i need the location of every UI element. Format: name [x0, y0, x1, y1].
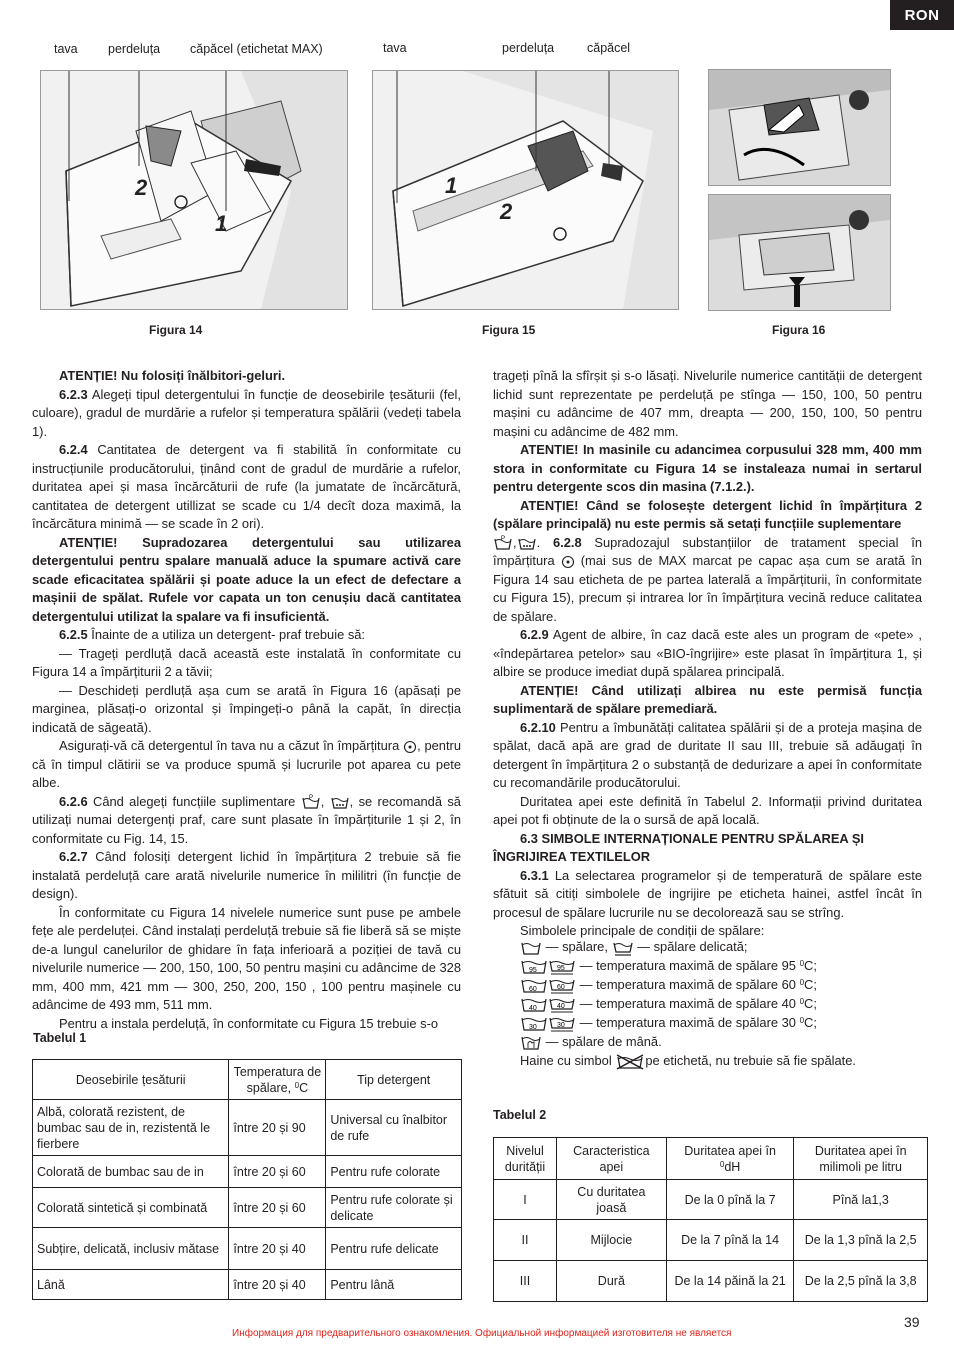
attention-bleach-gels: ATENȚIE! Nu folosiți înălbitori-geluri.	[59, 368, 286, 383]
fig15-label-tava: tava	[383, 41, 407, 55]
svg-text:60: 60	[557, 984, 565, 992]
table1-header: Tip detergent	[326, 1060, 462, 1100]
table-row: III Dură De la 14 păină la 21 De la 2,5 pînă la 3,8	[494, 1261, 928, 1302]
table1	[32, 1059, 462, 1300]
table-row: Colorată sintetică și combinată între 20 și 60 Pentru rufe colorate și delicate	[33, 1188, 462, 1228]
para-6-3-1: La selectarea programelor și de temperatură de spălare este sfătuit să citiți simbolele de ingrijire pe eticheta hainei, astfel încât în procesul de spălare lucrurile nu se decolorează sau se strîng.	[493, 867, 922, 920]
figure-15-image	[372, 70, 679, 310]
fig14-comp-1: 1	[215, 211, 228, 236]
table2-header: Caracteristica apei	[556, 1138, 666, 1180]
left-column: ATENȚIE! Nu folosiți înălbitori-geluri. 6.2.3 Alegeți tipul detergentului în funcție de deosebirile țesăturii (fel, culoare), gradul de murdărie a rufelor și temperatura spălării (vedeți tabela 1). 6.2.4 Cantitatea de detergent va fi stabilită în conformitate cu instrucțiunile producătorului, ținând cont de gradul de murdărie a rufelor, duritatea apei și masa încărcăturii de rufe (la jumatate de încărcătură, cantitatea de detergent utillizat se scade cu 1/4 decît doza maximă, la încărcătura minimă — se scade în 2 ori). ATENȚIE! Supradozarea detergentului sau utilizarea detergentului pentru spalare manuală aduce la spumare activă care scade eficacitatea spălării și poate aduce la un efect de defectare a mașinii de spălat. Rufele vor capata un ton cenușiu dacă cantitatea detergentului utilizat la spalare va fi insuficientă. 6.2.5 Înainte de a utiliza un detergent- praf trebuie să: — Trageți perdluță dacă această este instalată în conformitate cu Figura 14 a împărțiturii 2 a tăvii; — Deschideți perdluță așa cum se arată în Figura 16 (apăsați pe marginea, plăsați-o orizontal și împingeți-o până la capăt, în direcția indicată de săgeată). Asigurați-vă că detergentul în tava nu a căzut în împărțitura , pentru că în timpul clătirii se va produce spumă și lucrurile pot aparea cu pete albe. 6.2.6 Când alegeți funcțiile suplimentare P , , se recomandă să utilizați numai detergenți praf, care sunt plasate în împărțiturile 1 și 2, în conformitate cu Fig. 14, 15. 6.2.7 Când folosiți detergent lichid în împărțitura 2 trebuie să fie instalată perdeluță care arată nivelurile numerice în mililitri (în funcție de design). În conformitate cu Figura 14 nivelele numerice sunt puse pe ambele fețe ale perdeluței. Când instalați perdeluță trebuie să fie liberă să se miște de-a lungul canelurilor de ghidare în fața inferioară a poziției de tavă cu nivelurile numerice — 200, 150, 100, 50 pentru mașini cu adâncime de 328 mm, 400 mm, 421 mm — 300, 250, 200, 150 , 100 pentru mașinele cu adâncime de 493 mm, 511 mm. Pentru a instala perdeluță, în conformitate cu Figura 15 trebuie s-o	[32, 368, 462, 1031]
extra-rinse-icon	[517, 535, 537, 551]
para-6-2-10: Pentru a îmbunătăți calitatea spălării și de a proteja mașina de spălat, dacă apă are grad de duritate II sau III, trebuie să adăugați în detergent în împărțitura 2 o substanță de dedurizare a apei în conformitate cu recomandările producătorului.	[493, 719, 922, 790]
svg-text:P: P	[501, 536, 506, 543]
right-column: trageți pînă la sfîrșit și s-o lăsați. Nivelurile numerice cantității de detergent lichid sunt reprezentate pe perdeluță pe stînga — 150, 100, 50 pentru mașini cu adâncime de 407 mm, dreapta — 200, 150, 100, 50 pentru mașini cu adâncime de 482 mm. ATENTIE! In masinile cu adancimea corpusului 328 mm, 400 mm stora in conformitate cu Figura 14 se instaleaza numai in sertarul pentru detergente scos din masina (7.1.2.). ATENȚIE! Când se folosește detergent lichid în împărțitura 2 (spălare principală) nu este permis să setați funcțiile suplementare P , . 6.2.8 Supradozajul substanțiilor de tratament special în împărțitura (mai sus de MAX marcat pe capac așa cum se arată în Figura 14 sau eticheta de pe partea laterală a împărțiturii, în conformitate cu Figura 15), precum și intrarea lor în împărțitura vecină reduce calitatea de spălare. 6.2.9 Agent de albire, în caz dacă este ales un program de «pete» , «îndepărtarea petelor» sau «BIO-îngrijire» este plasat în împărțitura 1, și albire se produce imediat după spălarea principală. ATENȚIE! Când utilizați albirea nu este permisă funcția suplimentară de spălare premediară. 6.2.10 Pentru a îmbunătăți calitatea spălării și de a proteja mașina de spălat, dacă apă are grad de duritate II sau III, trebuie să adăugați în detergent în împărțitura 2 o substanță de dedurizare a apei în conformitate cu recomandările producătorului. Duritatea apei este definită în Tabelul 2. Informații privind duritatea apei pot fi obținute de la o sursă de apă locală. 6.3 SIMBOLE INTERNAȚIONALE PENTRU SPĂLAREA ȘI ÎNGRIJIREA TEXTILELOR 6.3.1 La selectarea programelor și de temperatură de spălare este sfătuit să citiți simbolele de ingrijire pe eticheta hainei, astfel încât în procesul de spălare lucrurile nu se decolorează sau se strîng. Simbolele principale de condiții de spălare:	[493, 368, 922, 938]
figure-14-image	[40, 70, 348, 310]
delicate-wash-icon	[612, 940, 634, 956]
svg-text:95: 95	[557, 965, 565, 973]
figure-16-caption: Figura 16	[772, 323, 826, 337]
table2	[493, 1137, 928, 1302]
para-6-2-7: Când folosiți detergent lichid în împărțitura 2 trebuie să fie instalată perdeluță care arată nivelurile numerice în mililitri (în funcție de design).	[32, 849, 461, 901]
table2-header: Nivelul durității	[494, 1138, 557, 1180]
table-row: II Mijlocie De la 7 pînă la 14 De la 1,3 pînă la 2,5	[494, 1220, 928, 1261]
disclaimer-footer: Информация для предварительного ознакомления. Официальной информацией изготовителя не является	[232, 1328, 732, 1339]
table2-header: Duritatea apei în milimoli pe litru	[794, 1138, 928, 1180]
para-6-2-3: Alegeți tipul detergentului în funcție de deosebirile țesăturii (fel, culoare), gradul de murdărie a rufelor și temperatura spălării (vedeți tabela 1).	[32, 386, 461, 439]
attention-liquid: ATENȚIE! Când se folosește detergent lichid în împărțitura 2 (spălare principală) nu este permis să setați funcțiile suplementare	[493, 497, 922, 531]
wash-tub-icon	[520, 940, 542, 956]
figure-14-caption: Figura 14	[149, 323, 203, 337]
svg-text:40: 40	[557, 1003, 565, 1011]
figure-16-image-bottom	[708, 194, 891, 311]
attention-bleach: ATENȚIE! Când utilizați albirea nu este permisă funcția suplimentară de spălare premediară.	[493, 682, 922, 716]
do-not-wash-icon	[615, 1054, 645, 1070]
flower-icon	[561, 555, 575, 569]
para-levels: În conformitate cu Figura 14 nivelele numerice sunt puse pe ambele fețe ale perdeluței. Când instalați perdeluță trebuie să fie liberă să se miște de-a lungul canelurilor de ghidare în fața inferioară a poziției de tavă cu nivelurile numerice — 200, 150, 100, 50 pentru mașini cu adâncime de 328 mm, 400 mm, 421 mm — 300, 250, 200, 150 , 100 pentru mașinele cu adâncime de 493 mm, 511 mm.	[32, 904, 461, 1012]
attention-depth: ATENTIE! In masinile cu adancimea corpusului 328 mm, 400 mm stora in conformitate cu Figura 14 se instaleaza numai in sertarul pentru detergente scos din masina (7.1.2.).	[493, 442, 922, 494]
para-pull-curtain: — Trageți perdluță dacă această este instalată în conformitate cu Figura 14 a împărțiturii 2 a tăvii;	[32, 645, 461, 679]
section-6-3-title: 6.3 SIMBOLE INTERNAȚIONALE PENTRU SPĂLAREA ȘI ÎNGRIJIREA TEXTILELOR	[493, 830, 865, 864]
svg-text:40: 40	[529, 1005, 537, 1013]
para-6-2-4: Cantitatea de detergent va fi stabilită în conformitate cu instrucțiunile producătorului, ținând cont de gradul de murdărie a rufelor, duritatea apei și masa încărcăturii de rufe (la jumatate de încărcătură, cantitatea de detergent utillizat se scade cu 1/4 decît doza maximă, la încărcătura minimă — se scade în 2 ori).	[32, 442, 461, 531]
table-row: I Cu duritatea joasă De la 0 pînă la 7 Pînă la1,3	[494, 1180, 928, 1220]
para-continue: trageți pînă la sfîrșit și s-o lăsați. Nivelurile numerice cantității de detergent lichid sunt reprezentate pe perdeluță pe stînga — 150, 100, 50 pentru mașini cu adâncime de 407 mm, dreapta — 200, 150, 100, 50 pentru mașini cu adâncime de 482 mm.	[493, 368, 922, 439]
fig14-comp-2: 2	[135, 175, 148, 200]
svg-text:30: 30	[557, 1022, 565, 1030]
fig15-comp-1: 1	[445, 173, 458, 198]
svg-text:30: 30	[529, 1024, 537, 1032]
para-install-curtain: Pentru a instala perdeluță, în conformitate cu Figura 15 trebuie s-o	[59, 1015, 439, 1031]
wash-60-icon	[520, 977, 576, 994]
para-6-2-9: Agent de albire, în caz dacă este ales un program de «pete» , «îndepărtarea petelor» sau «BIO-îngrijire» este plasat în împărțitura 1, și albire se produce imediat după spălarea principală.	[493, 627, 922, 679]
table-row: Lână între 20 și 40 Pentru lână	[33, 1270, 462, 1300]
flower-icon	[403, 740, 417, 754]
hand-wash-icon	[520, 1034, 542, 1051]
table-row: Albă, colorată rezistent, de bumbac sau de in, rezistentă le fierbere între 20 și 90 Universal cu înalbitor de rufe	[33, 1100, 462, 1156]
table1-header-row	[33, 1060, 462, 1100]
prewash-icon	[493, 535, 513, 551]
extra-rinse-icon	[330, 794, 350, 810]
table-row: Colorată de bumbac sau de in între 20 și 60 Pentru rufe colorate	[33, 1156, 462, 1188]
page-number: 39	[904, 1314, 920, 1330]
table1-header: Temperatura de spălare, $^0$C	[229, 1060, 326, 1100]
table2-title: Tabelul 2	[493, 1108, 547, 1122]
fig15-label-perdeluta: perdeluța	[502, 41, 555, 55]
para-6-2-5: Înainte de a utiliza un detergent- praf trebuie să:	[91, 627, 366, 642]
wash-symbols-list: — spălare, — spălare delicată; 95 95 — temperatura maximă de spălare 95 $^0$C; 60 60 — temperatura maximă de spălare 60 $^0$C; 40 40 — temperatura maximă de spălare 40 $^0$C; 30 30 — temperatura maximă de spălare 30 $^0$C; — spălare de mână. Haine cu simbol pe etichetă, nu trebuie să fie spălate.	[520, 939, 857, 1068]
fig14-label-capacel: căpăcel (etichetat MAX)	[190, 42, 323, 56]
wash-95-icon	[520, 958, 576, 975]
fig15-comp-2: 2	[500, 199, 513, 224]
svg-text:P: P	[308, 795, 313, 802]
fig14-label-perdeluta: perdeluța	[108, 42, 161, 56]
wash-30-icon	[520, 1015, 576, 1032]
language-tab: RON	[890, 0, 954, 30]
figure-15-caption: Figura 15	[482, 323, 536, 337]
svg-text:60: 60	[529, 986, 537, 994]
fig15-label-capacel: căpăcel	[587, 41, 631, 55]
fig14-label-tava: tava	[54, 42, 78, 56]
table1-title: Tabelul 1	[33, 1031, 87, 1045]
table2-header: Duritatea apei în $^0$dH	[666, 1138, 794, 1180]
prewash-icon	[301, 794, 321, 810]
para-hardness: Duritatea apei este definită în Tabelul 2. Informații privind duritatea apei pot fi obținute de la o sursă de apă locală.	[493, 793, 922, 827]
attention-overdose: ATENȚIE! Supradozarea detergentului sau utilizarea detergentului pentru spalare manuală aduce la spumare activă care scade eficacitatea spălării și poate aduce la un efect de defectare a mașinii de spălat. Rufele vor capata un ton cenușiu dacă cantitatea detergentului utilizat la spalare va fi insuficientă.	[32, 534, 461, 624]
figure-16-image-top	[708, 69, 891, 186]
svg-text:95: 95	[529, 967, 537, 975]
table2-header-row	[494, 1138, 928, 1180]
para-open-curtain: — Deschideți perdluță așa cum se arată în Figura 16 (apăsați pe marginea, plăsați-o orizontal și împingeți-o până la capăt, în direcția indicată de săgeată).	[32, 682, 461, 735]
wash-40-icon	[520, 996, 576, 1013]
table1-header: Deosebirile țesăturii	[33, 1060, 229, 1100]
table-row: Subțire, delicată, inclusiv mătase între 20 și 40 Pentru rufe delicate	[33, 1228, 462, 1270]
